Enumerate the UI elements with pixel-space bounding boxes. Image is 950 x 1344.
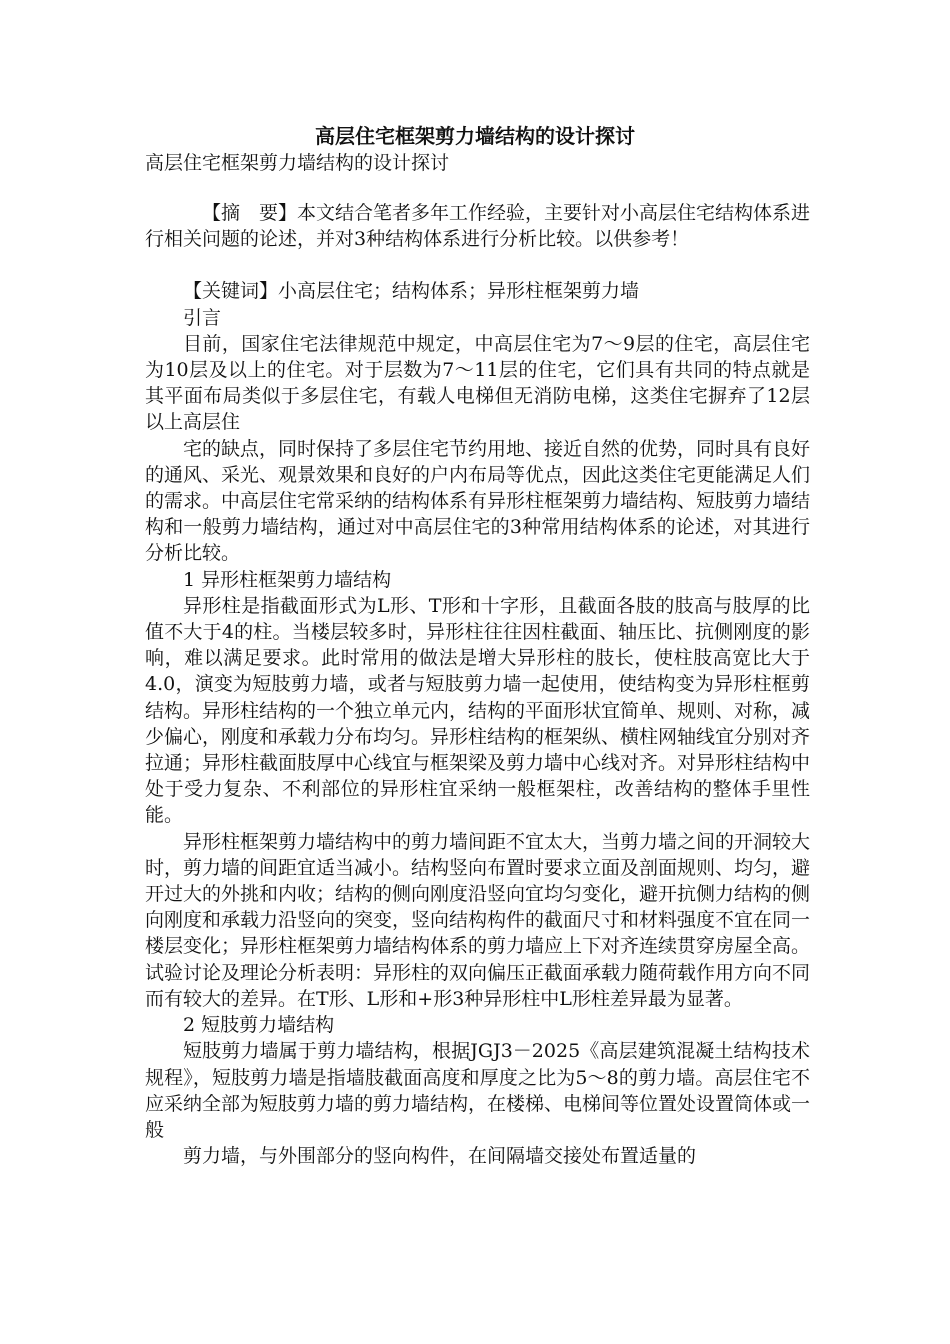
section-1-heading: 1 异形柱框架剪力墙结构 [183, 568, 392, 591]
intro-paragraph: 目前，国家住宅法律规范中规定，中高层住宅为7～9层的住宅，高层住宅为10层及以上的住宅。对于层数为7～11层的住宅，它们具有共同的特点就是其平面布局类似于多层住宅，有载人电梯但无消防电梯，这类住宅摒弃了12层以上高层住 [145, 332, 810, 434]
keywords-paragraph: 【关键词】小高层住宅；结构体系；异形柱框架剪力墙 [183, 280, 640, 303]
abstract-paragraph: 【摘 要】本文结合笔者多年工作经验，主要针对小高层住宅结构体系进行相关问题的论述，并对3种结构体系进行分析比较。以供参考！ [145, 202, 811, 251]
document-body [145, 200, 810, 1169]
intro-heading: 引言 [183, 306, 222, 329]
section-2-paragraph: 短肢剪力墙属于剪力墙结构，根据JGJ3－2025《高层建筑混凝土结构技术规程》，短肢剪力墙是指墙肢截面高度和厚度之比为5～8的剪力墙。高层住宅不应采纳全部为短肢剪力墙的剪力墙结构，在楼梯、电梯间等位置处设置筒体或一般 [145, 1040, 811, 1141]
section-1-paragraph: 异形柱框架剪力墙结构中的剪力墙间距不宜太大，当剪力墙之间的开洞较大时，剪力墙的间距宜适当减小。结构竖向布置时要求立面及剖面规则、均匀，避开过大的外挑和内收；结构的侧向刚度沿竖向宜均匀变化，避开抗侧力结构的侧向刚度和承载力沿竖向的突变，竖向结构构件的截面尺寸和材料强度不宜在同一楼层变化；异形柱框架剪力墙结构体系的剪力墙应上下对齐连续贯穿房屋全高。试验讨论及理论分析表明：异形柱的双向偏压正截面承载力随荷载作用方向不同而有较大的差异。在T形、L形和+形3种异形柱中L形柱差异最为显著。 [145, 830, 811, 1010]
section-2-heading: 2 短肢剪力墙结构 [183, 1014, 335, 1037]
section-1-paragraph: 异形柱是指截面形式为L形、T形和十字形，且截面各肢的肢高与肢厚的比值不大于4的柱。当楼层较多时，异形柱往往因柱截面、轴压比、抗侧刚度的影响，难以满足要求。此时常用的做法是增大异形柱的肢长，使柱肢高宽比大于4.0，演变为短肢剪力墙，或者与短肢剪力墙一起使用，使结构变为异形柱框剪结构。异形柱结构的一个独立单元内，结构的平面形状宜简单、规则、对称，减少偏心，刚度和承载力分布均匀。异形柱结构的框架纵、横柱网轴线宜分别对齐拉通；异形柱截面肢厚中心线宜与框架梁及剪力墙中心线对齐。对异形柱结构中处于受力复杂、不利部位的异形柱宜采纳一般框架柱，改善结构的整体手里性能。 [145, 594, 811, 827]
document-title: 高层住宅框架剪力墙结构的设计探讨 [315, 124, 635, 148]
section-2-paragraph: 剪力墙，与外围部分的竖向构件，在间隔墙交接处布置适量的 [183, 1145, 697, 1168]
intro-paragraph: 宅的缺点，同时保持了多层住宅节约用地、接近自然的优势，同时具有良好的通风、采光、观景效果和良好的户内布局等优点，因此这类住宅更能满足人们的需求。中高层住宅常采纳的结构体系有异形柱框架剪力墙结构、短肢剪力墙结构和一般剪力墙结构，通过对中高层住宅的3种常用结构体系的论述，对其进行分析比较。 [145, 437, 811, 565]
document-subtitle: 高层住宅框架剪力墙结构的设计探讨 [145, 152, 450, 174]
